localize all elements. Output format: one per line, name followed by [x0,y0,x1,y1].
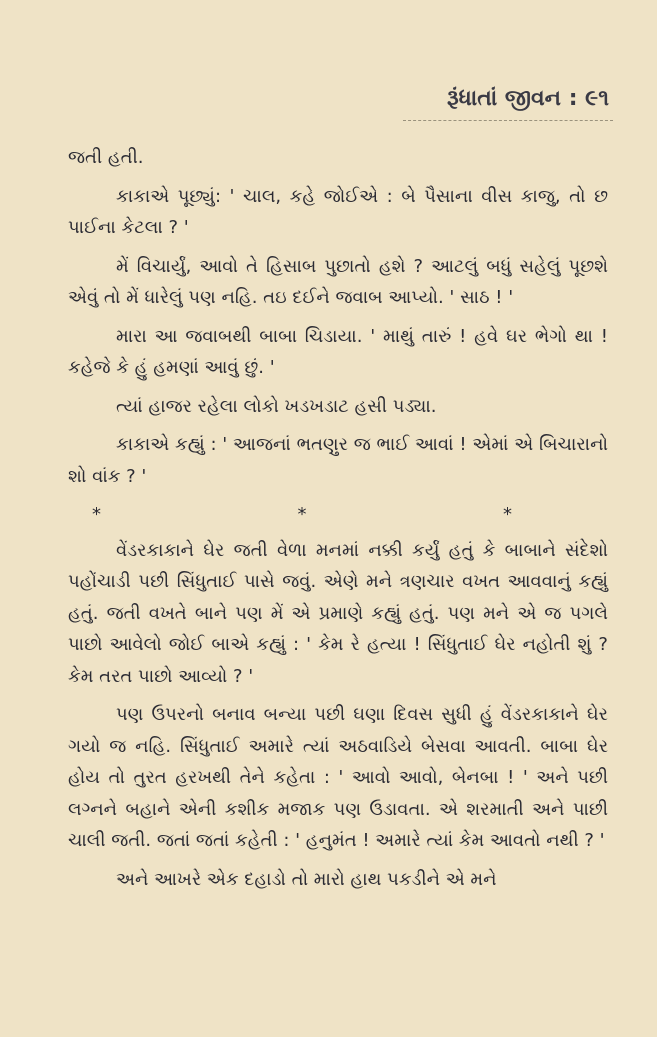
paragraph: મેં વિચાર્યું, આવો તે હિસાબ પુછાતો હશે ? આટલું બધું સહેલું પૂછશે એવું તો મેં ધારેલું પણ નહિ. તઇ દઈને જવાબ આપ્યો. ' સાઠ ! ' [68,255,608,308]
paragraph: કાકાએ પૂછ્યું: ' ચાલ, કહે જોઈએ : બે પૈસાના વીસ કાજુ, તો છ પાઈના કેટલા ? ' [68,185,608,238]
paragraph: કાકાએ કહ્યું : ' આજનાં ભતણુર જ ભાઈ આવાં ! એમાં એ બિચારાનો શો વાંક ? ' [68,434,608,487]
running-header: રૂંધાતાં જીવન : ૯૧ [446,86,609,111]
separator-star: * [92,504,101,525]
separator-star: * [503,504,512,525]
paragraph: વેંડરકાકાને ઘેર જતી વેળા મનમાં નક્કી કર્યું હતું કે બાબાને સંદેશો પહોંચાડી પછી સિંધુતાઈ પાસે જવું. એણે મને ત્રણચાર વખત આવવાનું કહ્યું હતું. જતી વખતે બાને પણ મેં એ પ્રમાણે કહ્યું હતું. પણ મને એ જ પગલે પાછો આવેલો જોઈ બાએ કહ્યું : ' કેમ રે હત્યા ! સિંધુતાઈ ઘેર નહોતી શું ? કેમ તરત પાછો આવ્યો ? ' [68,539,608,687]
paragraph: જતી હતી. [68,147,144,168]
paragraph: પણ ઉપરનો બનાવ બન્યા પછી ઘણા દિવસ સુધી હું વેંડરકાકાને ઘેર ગયો જ નહિ. સિંધુતાઈ અમારે ત્યાં અઠવાડિયે બેસવા આવતી. બાબા ઘેર હોય તો તુરત હરખથી તેને કહેતા : ' આવો આવો, બેનબા ! ' અને પછી લગ્નને બહાને એની કશીક મજાક પણ ઉડાવતા. એ શરમાતી અને પાછી ચાલી જતી. જતાં જતાં કહેતી : ' હનુમંત ! અમારે ત્યાં કેમ આવતો નથી ? ' [68,704,608,851]
section-separator [92,499,512,531]
separator-star: * [297,504,307,525]
header-rule [403,120,613,121]
paragraph: અને આખરે એક દહાડો તો મારો હાથ પકડીને એ મને [116,868,497,890]
paragraph: ત્યાં હાજર રહેલા લોકો ખડખડાટ હસી પડ્યા. [116,395,437,417]
body-text [68,142,608,902]
paragraph: મારા આ જવાબથી બાબા ચિડાયા. ' માથું તારું ! હવે ઘર ભેગો થા ! કહેજે કે હું હમણાં આવું છું. ' [68,325,608,378]
